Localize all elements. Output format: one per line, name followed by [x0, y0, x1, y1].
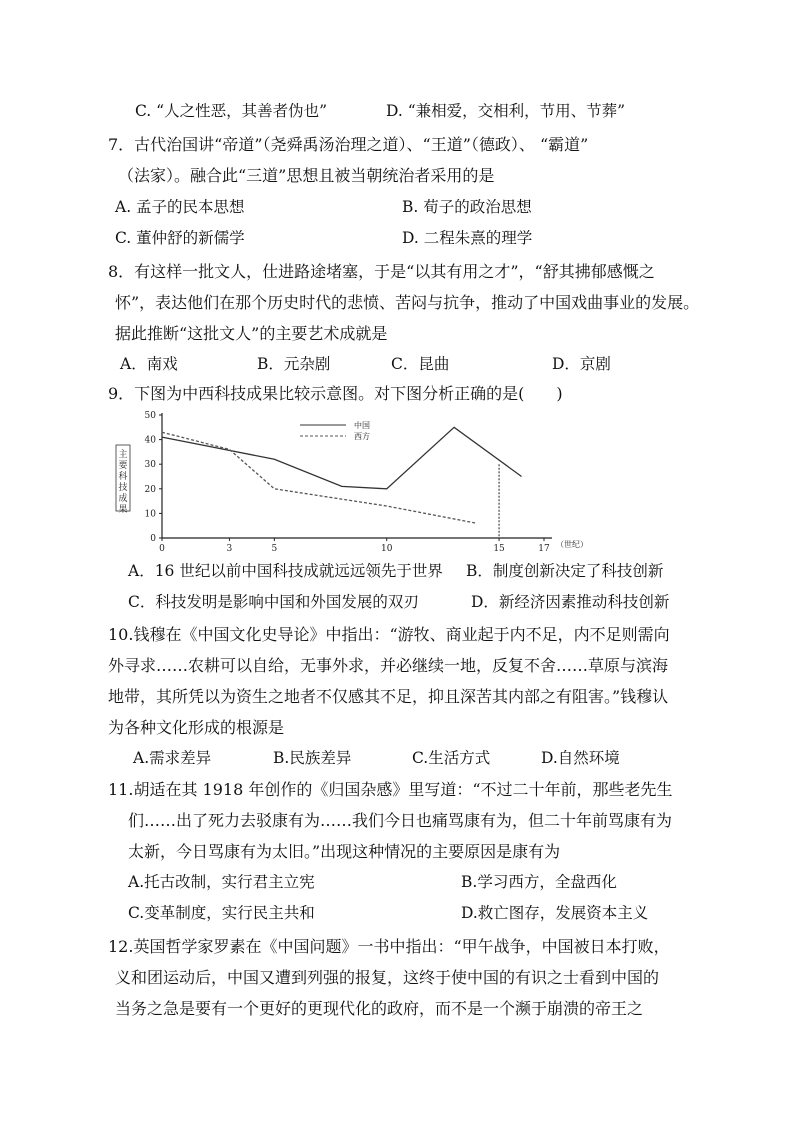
science-tech-comparison-chart [110, 405, 590, 555]
q12-stem-line-1: 12.英国哲学家罗素在《中国问题》一书中指出：“甲午战争，中国被日本打败， [108, 937, 670, 956]
x-tick-label: 17 [538, 544, 550, 554]
q11-stem-line-1: 11.胡适在其 1918 年创作的《归国杂感》里写道：“不过二十年前，那些老先生 [108, 780, 673, 799]
q9-option-a: A．16 世纪以前中国科技成就远远领先于世界 [128, 562, 443, 580]
x-tick-label: 0 [159, 544, 165, 554]
q10-stem-line-2: 外寻求……农耕可以自给，无事外求，并必继续一地，反复不舍……草原与滨海 [108, 656, 669, 675]
q9-option-b: B．制度创新决定了科技创新 [466, 562, 664, 580]
q8-stem-line-2: 怀”，表达他们在那个历史时代的悲愤、苦闷与抗争，推动了中国戏曲事业的发展。 [115, 293, 700, 312]
legend-label-0: 中国 [354, 421, 370, 430]
q10-stem-line-3: 地带，其所凭以为资生之地者不仅感其不足，抑且深苦其内部之有阻害。”钱穆认 [108, 687, 669, 706]
q10-option-b: B.民族差异 [273, 749, 352, 767]
q8-option-d: D．京剧 [552, 355, 611, 373]
q10-stem-line-1: 10.钱穆在《中国文化史导论》中指出：“游牧、商业起于内不足，内不足则需向 [108, 625, 670, 644]
y-axis-label-text: 主要科技成果 [118, 450, 128, 515]
q6-option-c: C. “人之性恶，其善者伪也” [135, 102, 328, 120]
q10-option-c: C.生活方式 [412, 749, 491, 767]
q12-stem-line-3: 当务之急是要有一个更好的更现代化的政府，而不是一个濒于崩溃的帝王之 [115, 999, 644, 1018]
q8-option-a: A．南戏 [120, 355, 178, 373]
x-axis-label: （世纪） [556, 540, 588, 549]
q6-option-d: D. “兼相爱，交相利，节用、节葬” [386, 102, 626, 120]
q11-option-b: B.学习西方，全盘西化 [461, 873, 617, 891]
y-tick-label: 30 [144, 460, 156, 471]
y-tick-label: 40 [144, 435, 156, 446]
y-tick-label: 0 [150, 534, 156, 544]
q10-option-d: D.自然环境 [541, 749, 620, 767]
q9-stem: 9．下图为中西科技成果比较示意图。对下图分析正确的是( ) [108, 384, 563, 403]
q9-option-c: C．科技发明是影响中国和外国发展的双刃 [128, 593, 419, 611]
series-line-0 [162, 427, 522, 489]
q7-stem-line-1: 7．古代治国讲“帝道”（尧舜禹汤治理之道）、“王道”（德政）、 “霸道” [108, 135, 589, 154]
q11-stem-line-3: 太新，今日骂康有为太旧。”出现这种情况的主要原因是康有为 [128, 842, 561, 861]
y-tick-label: 20 [144, 484, 156, 495]
q8-stem-line-3: 据此推断“这批文人”的主要艺术成就是 [115, 324, 388, 343]
y-tick-label: 10 [144, 509, 156, 520]
q11-stem-line-2: 们……出了死力去驳康有为……我们今日也痛骂康有为，但二十年前骂康有为 [128, 811, 673, 830]
x-tick-label: 10 [380, 544, 393, 554]
q8-option-c: C．昆曲 [391, 355, 450, 373]
q8-option-b: B．元杂剧 [257, 355, 331, 373]
q7-option-c: C. 董仲舒的新儒学 [115, 229, 245, 247]
q8-stem-line-1: 8．有这样一批文人，仕进路途堵塞，于是“以其有用之才”，“舒其拂郁感慨之 [108, 262, 655, 281]
q7-stem-line-2: （法家）。融合此“三道”思想且被当朝统治者采用的是 [118, 166, 495, 185]
q7-option-b: B. 荀子的政治思想 [402, 198, 532, 216]
x-tick-label: 15 [493, 544, 505, 554]
q10-stem-line-4: 为各种文化形成的根源是 [108, 718, 285, 737]
q9-option-d: D．新经济因素推动科技创新 [471, 593, 670, 611]
x-tick-label: 3 [226, 544, 233, 554]
x-tick-label: 5 [271, 544, 278, 554]
q10-option-a: A.需求差异 [133, 749, 212, 767]
legend-label-1: 西方 [354, 432, 370, 441]
q7-option-d: D. 二程朱熹的理学 [402, 229, 533, 247]
y-axis-label [116, 445, 130, 515]
q11-option-d: D.救亡图存，发展资本主义 [461, 904, 649, 922]
q12-stem-line-2: 义和团运动后，中国又遭到列强的报复，这终于使中国的有识之士看到中国的 [115, 968, 660, 987]
q11-option-c: C.变革制度，实行民主共和 [128, 904, 315, 922]
q11-option-a: A.托古改制，实行君主立宪 [128, 873, 315, 891]
q7-option-a: A. 孟子的民本思想 [115, 198, 245, 216]
y-tick-label: 50 [144, 411, 156, 421]
